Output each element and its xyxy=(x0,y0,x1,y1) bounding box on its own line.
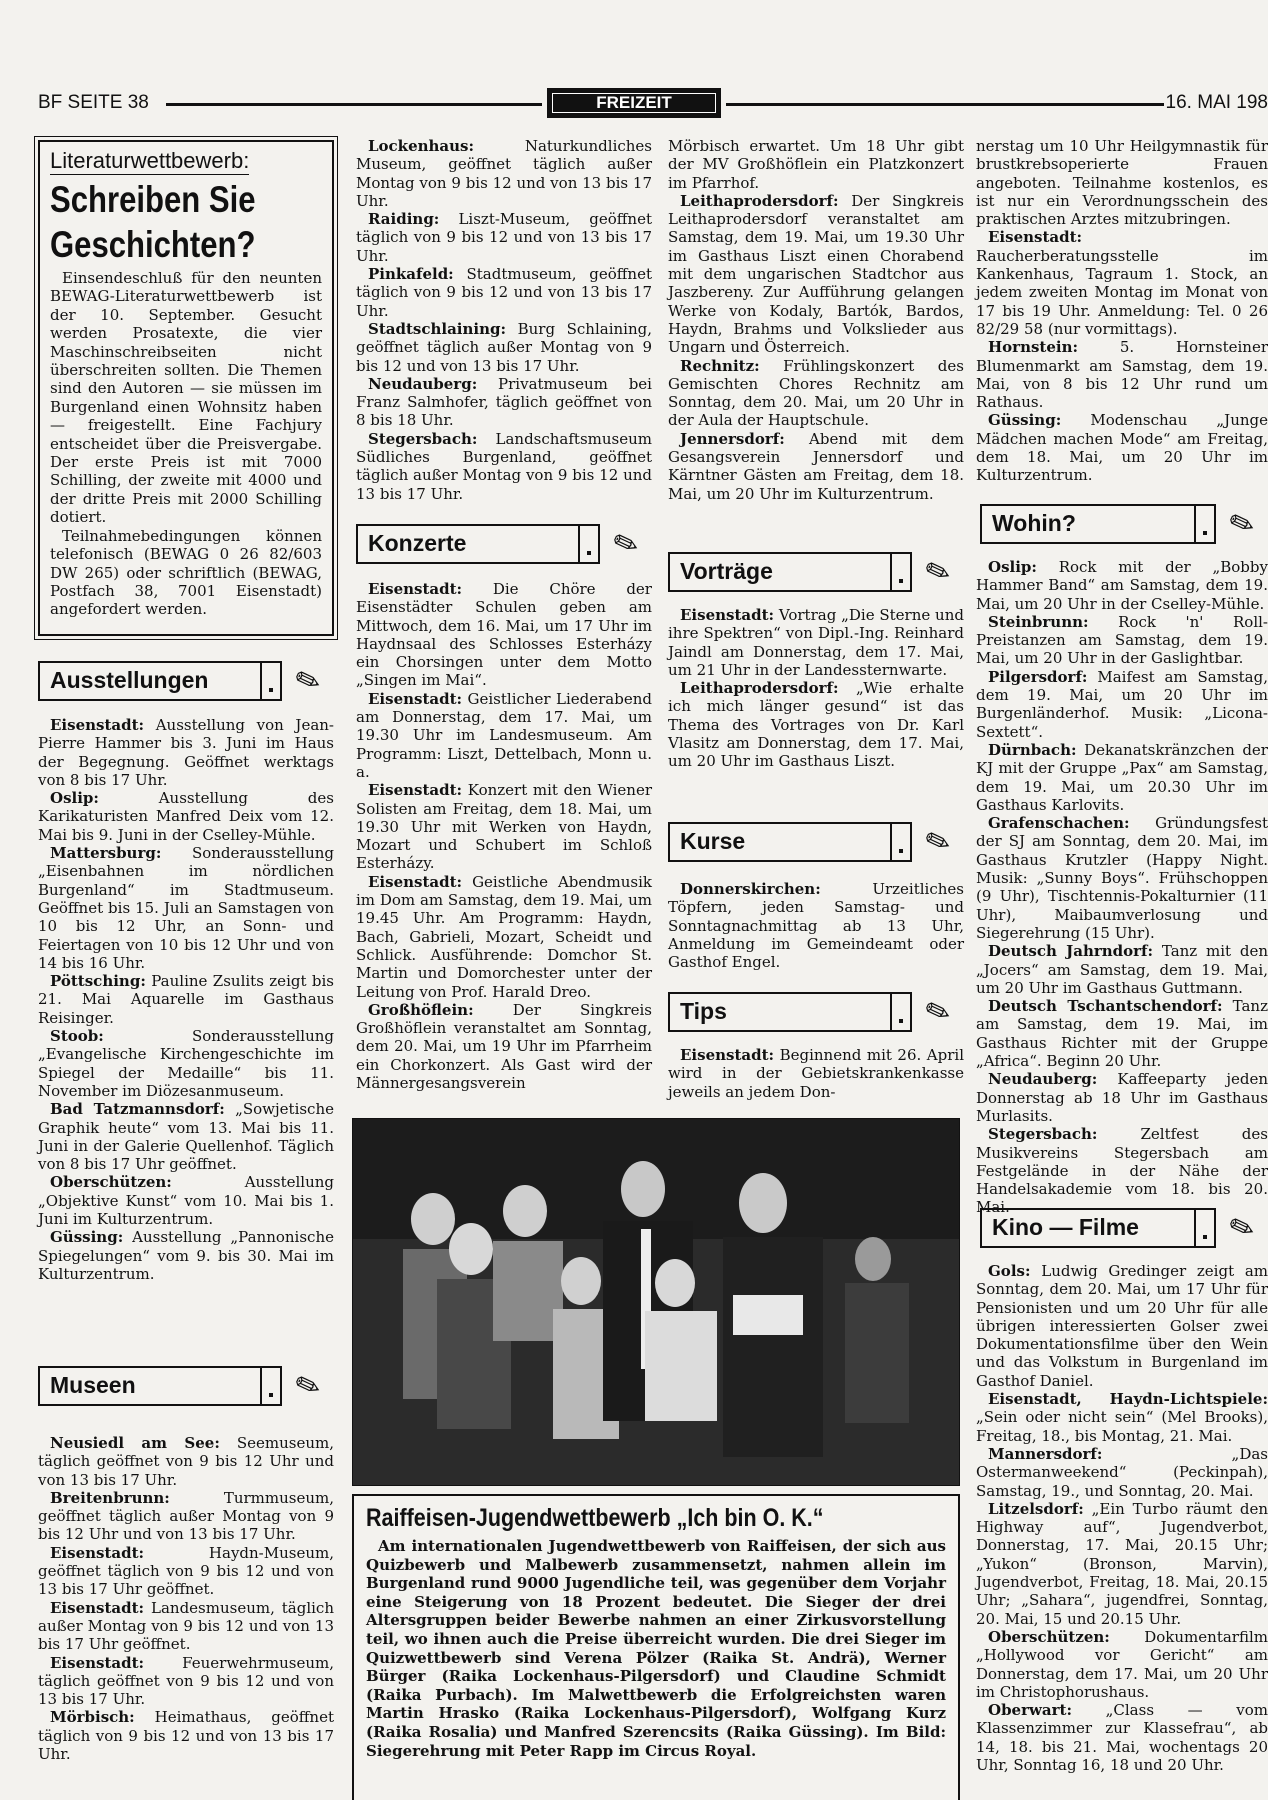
list-item: Gols: Ludwig Gredinger zeigt am Sonntag, dem 20. Mai, um 17 Uhr für Pensionisten und um 20 Uhr für alle übrigen interessierten Golser zwei Dokumentationsfilme über den Wein und das Volkstum in Burgenland im Gasthof Daniel. xyxy=(976,1262,1268,1390)
list-item: Eisenstadt: Landesmuseum, täglich außer Montag von 9 bis 12 und von 13 bis 17 Uhr geöffnet. xyxy=(38,1598,334,1654)
tips-continued-list xyxy=(976,137,1268,485)
list-item: Neudauberg: Kaffeeparty jeden Donnerstag ab 18 Uhr im Gasthaus Murlasits. xyxy=(976,1070,1268,1125)
pen-icon: ✎ xyxy=(290,660,326,702)
section-label-box xyxy=(547,88,721,118)
list-item: Grafenschachen: Gründungsfest der SJ am Sonntag, dem 20. Mai, im Gasthaus Krutzler (Happy Night. Musik: „Sunny Boys“. Frühschoppen (9 Uhr), Tischtennis-Pokalturnier (11 Uhr), Maibaumverlosung und Siegerehrung (15 Uhr). xyxy=(976,814,1268,942)
list-item: Stegersbach: Landschaftsmuseum Südliches Burgenland, geöffnet täglich außer Montag von 9 bis 12 und 13 bis 17 Uhr. xyxy=(356,429,652,503)
pen-icon: ✎ xyxy=(1224,1207,1260,1249)
list-item: Eisenstadt: Raucherberatungsstelle im Kankenhaus, Tagraum 1. Stock, an jedem zweiten Montag im Monat von 17 bis 19 Uhr. Anmeldung: Tel. 0 26 82/29 58 (nur vormittags). xyxy=(976,228,1268,338)
caption-title: Raiffeisen-Jugendwettbewerb „Ich bin O. K.“ xyxy=(366,1504,824,1532)
museen-continued-list xyxy=(356,137,652,503)
section-title: Konzerte xyxy=(356,524,578,564)
konzerte-continued-list xyxy=(668,137,964,503)
list-item: Hornstein: 5. Hornsteiner Blumenmarkt am Samstag, dem 19. Mai, von 8 bis 12 Uhr rund um Rathaus. xyxy=(976,338,1268,412)
list-item: Neudauberg: Privatmuseum bei Franz Salmhofer, täglich geöffnet von 8 bis 18 Uhr. xyxy=(356,374,652,430)
section-title: Tips xyxy=(668,992,890,1032)
list-item: Oberschützen: Dokumentarfilm „Hollywood vor Gericht“ am Donnerstag, dem 17. Mai, um 20 Uhr im Christophorushaus. xyxy=(976,1627,1268,1701)
list-item: Eisenstadt: Beginnend mit 26. April wird in der Gebietskrankenkasse jeweils an jedem Don- xyxy=(668,1046,964,1101)
list-item: Mörbisch erwartet. Um 18 Uhr gibt der MV Großhöflein ein Platzkonzert im Pfarrhof. xyxy=(668,137,964,192)
list-item: Oslip: Ausstellung des Karikaturisten Manfred Deix vom 12. Mai bis 9. Juni in der Cselley-Mühle. xyxy=(38,789,334,844)
lit-text-2: Teilnahmebedingungen können telefonisch (BEWAG 0 26 82/603 DW 265) oder schriftlich (BEWAG, Postfach 38, 7001 Eisenstadt) angefordert werden. xyxy=(50,526,322,619)
section-square xyxy=(1194,1208,1216,1248)
list-item: Leithaprodersdorf: „Wie erhalte ich mich länger gesund“ ist das Thema des Vortrages von Dr. Karl Vlasitz am Donnerstag, dem 17. Mai, um 20 Uhr im Gasthaus Liszt. xyxy=(668,679,964,771)
tips-list xyxy=(668,1046,964,1101)
section-title: Vorträge xyxy=(668,552,890,592)
list-item: Stegersbach: Zeltfest des Musikvereins Stegersbach am Festgelände in der Nähe der Handelsakademie vom 18. bis 20. Mai. xyxy=(976,1125,1268,1217)
list-item: Eisenstadt: Geistliche Abendmusik im Dom am Samstag, dem 19. Mai, um 19.45 Uhr. Am Programm: Haydn, Bach, Gabrieli, Mozart, Scheidt und Schlick. Ausführende: Domchor St. Martin und Domorchester unter der Leitung von Prof. Harald Dreo. xyxy=(356,872,652,1001)
list-item: Neusiedl am See: Seemuseum, täglich geöffnet von 9 bis 12 Uhr und von 13 bis 17 Uhr. xyxy=(38,1434,334,1489)
list-item: Mattersburg: Sonderausstellung „Eisenbahnen im nördlichen Burgenland“ im Stadtmuseum. Geöffnet bis 15. Juli an Samstagen von 10 bis 12 Uhr, an Sonn- und Feiertagen von 10 bis 12 Uhr und von 14 bis 16 Uhr. xyxy=(38,844,334,972)
page-header xyxy=(38,92,1268,118)
list-item: Mannersdorf: „Das Ostermanweekend“ (Peckinpah), Samstag, 19., und Sonntag, 20. Mai. xyxy=(976,1444,1268,1500)
list-item: Deutsch Tschantschendorf: Tanz am Samstag, dem 19. Mai, im Gasthaus Richter mit der Gruppe „Africa“. Beginn 20 Uhr. xyxy=(976,997,1268,1071)
pen-icon: ✎ xyxy=(608,523,644,565)
list-item: Eisenstadt: Vortrag „Die Sterne und ihre Spektren“ von Dipl.-Ing. Reinhard Jaindl am Donnerstag, dem 17. Mai, um 21 Uhr in der Landessternwarte. xyxy=(668,606,964,679)
section-title: Kino — Filme xyxy=(980,1208,1194,1248)
list-item: Eisenstadt: Ausstellung von Jean-Pierre Hammer bis 3. Juni im Haus der Begegnung. Geöffnet werktags von 8 bis 17 Uhr. xyxy=(38,716,334,789)
section-museen xyxy=(38,1366,334,1406)
kurse-list xyxy=(668,880,964,971)
kino-list xyxy=(976,1262,1268,1774)
ausstellungen-list xyxy=(38,716,334,1283)
section-label: FREIZEIT xyxy=(552,93,716,113)
list-item: nerstag um 10 Uhr Heilgymnastik für brustkrebsoperierte Frauen angeboten. Teilnahme kostenlos, es ist nur ein Verordnungsschein des praktischen Arztes mitzubringen. xyxy=(976,137,1268,229)
konzerte-list xyxy=(356,580,652,1092)
list-item: Deutsch Jahrndorf: Tanz mit den „Jocers“ am Samstag, dem 19. Mai, um 20 Uhr im Gasthaus Guttmann. xyxy=(976,942,1268,997)
section-ausstellungen xyxy=(38,661,334,701)
list-item: Pinkafeld: Stadtmuseum, geöffnet täglich von 9 bis 12 und von 13 bis 17 Uhr. xyxy=(356,265,652,320)
lit-title-line2: Geschichten? xyxy=(50,224,256,265)
header-rule-right xyxy=(726,103,1164,106)
issue-date: 16. MAI 198 xyxy=(1165,92,1268,113)
lit-kicker: Literaturwettbewerb: xyxy=(50,148,250,173)
pen-icon: ✎ xyxy=(920,551,956,593)
list-item: Bad Tatzmannsdorf: „Sowjetische Graphik heute“ vom 13. Mai bis 11. Juni in der Galerie Quellenhof. Täglich von 8 bis 17 Uhr geöffnet. xyxy=(38,1100,334,1174)
vortraege-list xyxy=(668,606,964,771)
pen-icon: ✎ xyxy=(1224,503,1260,545)
list-item: Eisenstadt, Haydn-Lichtspiele: „Sein oder nicht sein“ (Mel Brooks), Freitag, 18., bis Montag, 21. Mai. xyxy=(976,1390,1268,1445)
lit-text: Einsendeschluß für den neunten BEWAG-Literaturwettbewerb ist der 10. September. Gesucht werden Prosatexte, die vier Maschinschreibseiten nicht überschreiten sollten. Die Themen sind den Autoren — sie müssen im Burgenland einen Wohnsitz haben — freigestellt. Eine Fachjury entscheidet über die Preisvergabe. Der erste Preis ist mit 7000 Schilling, der zweite mit 4000 und der dritte Preis mit 2000 Schilling dotiert. xyxy=(50,269,322,527)
caption-text: Am internationalen Jugendwettbewerb von Raiffeisen, der sich aus Quizbewerb und Malbewerb zusammensetzt, nahmen allein im Burgenland rund 9000 Jugendliche teil, was gegenüber dem Vorjahr eine Steigerung von 18 Prozent bedeutet. Die Sieger der drei Altersgruppen beider Bewerbe nahmen an einer Zirkusvorstellung teil, wo ihnen auch die Preise überreicht wurden. Die drei Sieger im Quizwettbewerb sind Verena Pölzer (Raika St. Andrä), Werner Bürger (Raika Lockenhaus-Pilgersdorf) und Claudine Schmidt (Raika Purbach). Im Malwettbewerb die Erfolgreichsten waren Martin Hrasko (Raika Lockenhaus-Pilgersdorf), Wolfgang Kurz (Raika Rosalia) und Manfred Szerencsits (Raika Güssing). Im Bild: Siegerehrung mit Peter Rapp im Circus Royal. xyxy=(366,1537,946,1760)
list-item: Eisenstadt: Geistlicher Liederabend am Donnerstag, dem 17. Mai, um 19.30 Uhr im Landesmuseum. Am Programm: Liszt, Dettelbach, Monn u. a. xyxy=(356,689,652,781)
list-item: Oberschützen: Ausstellung „Objektive Kunst“ vom 10. Mai bis 1. Juni im Kulturzentrum. xyxy=(38,1173,334,1229)
list-item: Litzelsdorf: „Ein Turbo räumt den Highway auf“, Jugendverbot, Donnerstag, 17. Mai, 20.15 Uhr; „Yukon“ (Bronson, Marvin), Jugendverbot, Freitag, 18. Mai, 20.15 Uhr; „Sahara“, jugendfrei, Sonntag, 20. Mai, 15 und 20.15 Uhr. xyxy=(976,1499,1268,1628)
list-item: Güssing: Ausstellung „Pannonische Spiegelungen“ vom 9. bis 30. Mai im Kulturzentrum. xyxy=(38,1228,334,1283)
section-title: Wohin? xyxy=(980,504,1194,544)
section-wohin xyxy=(980,504,1268,544)
list-item: Donnerskirchen: Urzeitliches Töpfern, jeden Samstag- und Sonntagnachmittag ab 13 Uhr, Anmeldung im Gemeindeamt oder Gasthof Engel. xyxy=(668,880,964,972)
section-title: Ausstellungen xyxy=(38,661,260,701)
pen-icon: ✎ xyxy=(920,991,956,1033)
list-item: Steinbrunn: Rock 'n' Roll-Preistanzen am Samstag, dem 19. Mai, um 20 Uhr in der Gaslightbar. xyxy=(976,612,1268,668)
literature-contest-box xyxy=(38,140,334,636)
award-ceremony-photo xyxy=(352,1118,960,1486)
section-square xyxy=(260,661,282,701)
list-item: Oberwart: „Class — vom Klassenzimmer zur Klassefrau“, ab 14, 18. bis 21. Mai, wochentags 20 Uhr, Sonntag 16, 18 und 20 Uhr. xyxy=(976,1701,1268,1775)
list-item: Oslip: Rock mit der „Bobby Hammer Band“ am Samstag, dem 19. Mai, um 20 Uhr in der Cselley-Mühle. xyxy=(976,558,1268,613)
list-item: Eisenstadt: Feuerwehrmuseum, täglich geöffnet von 9 bis 12 und von 13 bis 17 Uhr. xyxy=(38,1653,334,1709)
list-item: Dürnbach: Dekanatskränzchen der KJ mit der Gruppe „Pax“ am Samstag, dem 19. Mai, um 20.30 Uhr im Gasthaus Karlovits. xyxy=(976,740,1268,814)
section-kino xyxy=(980,1208,1268,1248)
section-square xyxy=(890,822,912,862)
list-item: Eisenstadt: Haydn-Museum, geöffnet täglich von 9 bis 12 und von 13 bis 17 Uhr geöffnet. xyxy=(38,1543,334,1599)
pen-icon: ✎ xyxy=(920,821,956,863)
section-title: Kurse xyxy=(668,822,890,862)
section-kurse xyxy=(668,822,964,862)
list-item: Leithaprodersdorf: Der Singkreis Leithaprodersdorf veranstaltet am Samstag, dem 19. Mai, um 19.30 Uhr im Gasthaus Liszt einen Chorabend mit dem ungarischen Stadtchor aus Jaszbereny. Zur Aufführung gelangen Werke von Kodaly, Bartók, Bardos, Haydn, Brahms und Volkslieder aus Ungarn und Österreich. xyxy=(668,191,964,357)
photo-block xyxy=(352,1118,960,1800)
list-item: Mörbisch: Heimathaus, geöffnet täglich von 9 bis 12 und von 13 bis 17 Uhr. xyxy=(38,1708,334,1764)
list-item: Pöttsching: Pauline Zsulits zeigt bis 21. Mai Aquarelle im Gasthaus Reisinger. xyxy=(38,972,334,1027)
list-item: Lockenhaus: Naturkundliches Museum, geöffnet täglich außer Montag von 9 bis 12 und von 13 bis 17 Uhr. xyxy=(356,137,652,210)
section-title: Museen xyxy=(38,1366,260,1406)
list-item: Eisenstadt: Konzert mit den Wiener Solisten am Freitag, dem 18. Mai, um 19.30 Uhr mit Werken von Haydn, Mozart und Schubert im Schloß Esterházy. xyxy=(356,781,652,873)
list-item: Güssing: Modenschau „Junge Mädchen machen Mode“ am Freitag, dem 18. Mai, um 20 Uhr im Kulturzentrum. xyxy=(976,411,1268,485)
list-item: Raiding: Liszt-Museum, geöffnet täglich von 9 bis 12 und von 13 bis 17 Uhr. xyxy=(356,210,652,265)
list-item: Stadtschlaining: Burg Schlaining, geöffnet täglich außer Montag von 9 bis 12 und von 13 bis 17 Uhr. xyxy=(356,319,652,375)
list-item: Großhöflein: Der Singkreis Großhöflein veranstaltet am Sonntag, dem 20. Mai, um 19 Uhr im Pfarrheim ein Chorkonzert. Als Gast wird der Männergesangsverein xyxy=(356,1000,652,1093)
lit-title-line1: Schreiben Sie xyxy=(50,179,256,220)
header-rule-left xyxy=(166,103,542,106)
section-square xyxy=(1194,504,1216,544)
section-vortraege xyxy=(668,552,964,592)
list-item: Stoob: Sonderausstellung „Evangelische Kirchengeschichte im Spiegel der Medaille“ bis 11. November im Diözesanmuseum. xyxy=(38,1027,334,1100)
museen-list xyxy=(38,1434,334,1763)
section-square xyxy=(260,1366,282,1406)
list-item: Eisenstadt: Die Chöre der Eisenstädter Schulen geben am Mittwoch, dem 16. Mai, um 17 Uhr im Haydnsaal des Schlosses Esterházy ein Chorsingen unter dem Motto „Singen im Mai“. xyxy=(356,580,652,690)
list-item: Breitenbrunn: Turmmuseum, geöffnet täglich außer Montag von 9 bis 12 Uhr und von 13 bis 17 Uhr. xyxy=(38,1488,334,1544)
wohin-list xyxy=(976,558,1268,1217)
section-square xyxy=(890,992,912,1032)
page-number: BF SEITE 38 xyxy=(38,92,149,113)
photo-caption xyxy=(352,1494,960,1800)
section-square xyxy=(890,552,912,592)
section-square xyxy=(578,524,600,564)
list-item: Jennersdorf: Abend mit dem Gesangsverein Jennersdorf und Kärntner Gästen am Freitag, dem 18. Mai, um 20 Uhr im Kulturzentrum. xyxy=(668,429,964,503)
list-item: Pilgersdorf: Maifest am Samstag, dem 19. Mai, um 20 Uhr im Burgenländerhof. Musik: „Licona-Sextett“. xyxy=(976,667,1268,741)
list-item: Rechnitz: Frühlingskonzert des Gemischten Chores Rechnitz am Sonntag, dem 20. Mai, um 20 Uhr in der Aula der Hauptschule. xyxy=(668,356,964,430)
section-tips xyxy=(668,992,964,1032)
pen-icon: ✎ xyxy=(290,1365,326,1407)
section-konzerte xyxy=(356,524,652,564)
